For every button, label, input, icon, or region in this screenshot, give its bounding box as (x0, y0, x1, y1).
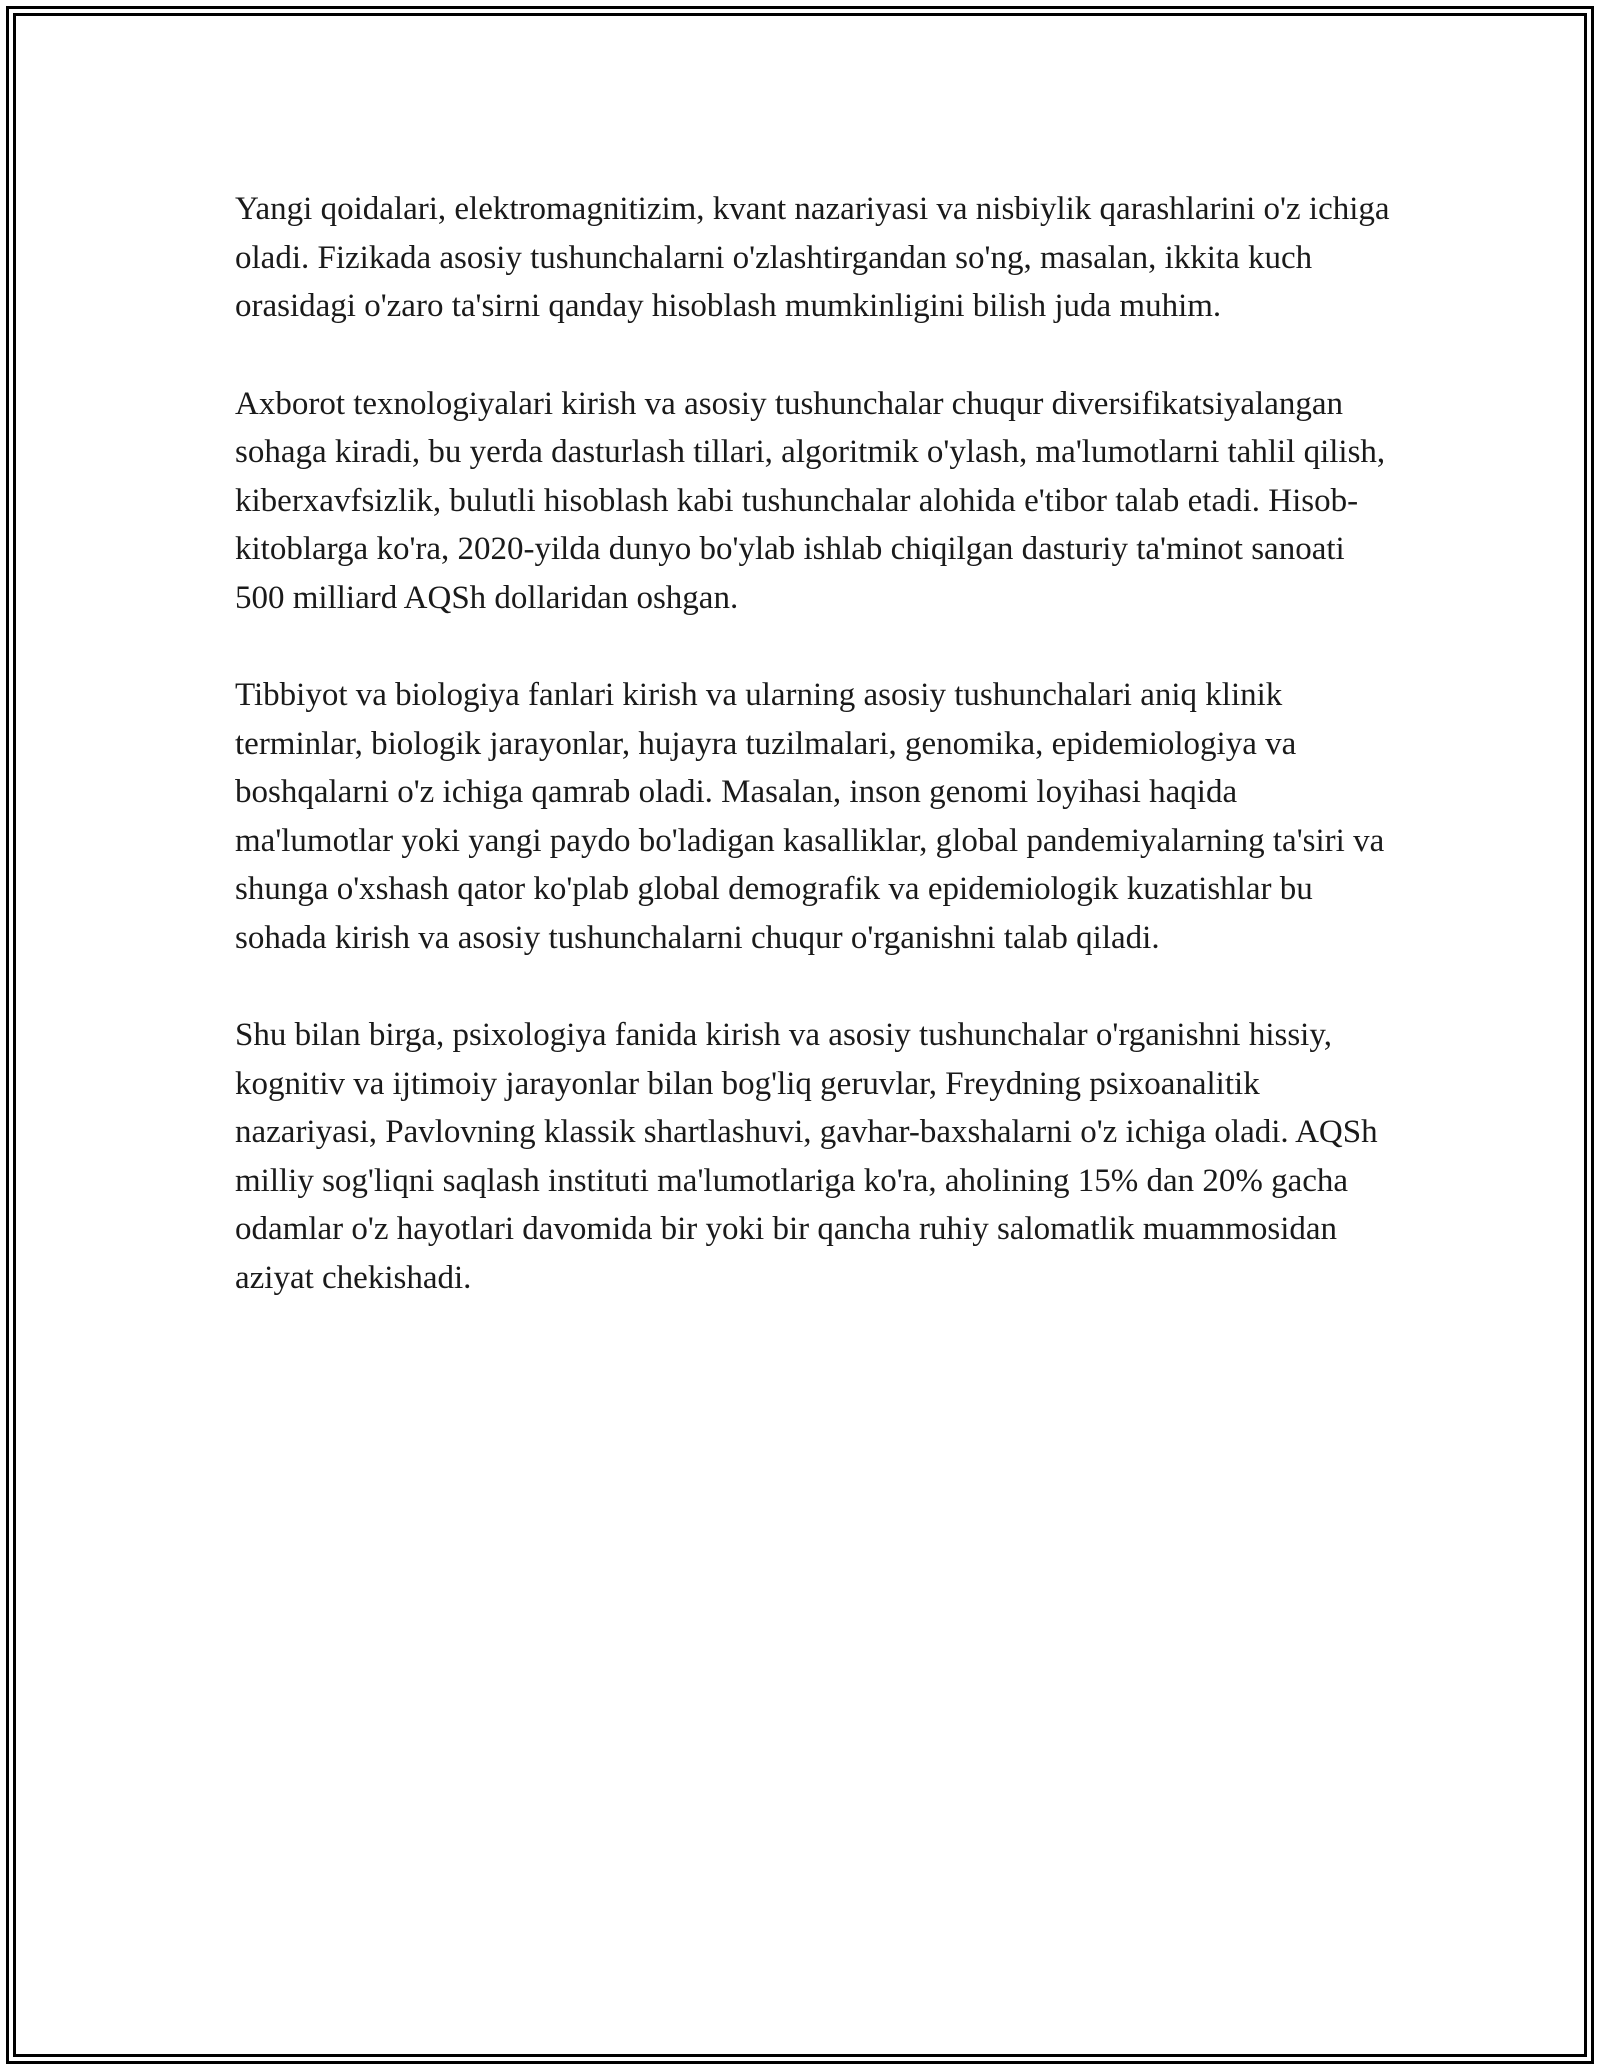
document-body (235, 185, 1395, 1351)
paragraph-information-technology: Axborot texnologiyalari kirish va asosiy tushunchalar chuqur diversifikatsiyalangan sohaga kiradi, bu yerda dasturlash tillari, algoritmik o'ylash, ma'lumotlarni tahlil qilish, kiberxavfsizlik, bulutli hisoblash kabi tushunchalar alohida e'tibor talab etadi. Hisob-kitoblarga ko'ra, 2020-yilda dunyo bo'ylab ishlab chiqilgan dasturiy ta'minot sanoati 500 milliard AQSh dollaridan oshgan. (235, 385, 1386, 616)
paragraph-psychology: Shu bilan birga, psixologiya fanida kirish va asosiy tushunchalar o'rganishni hissiy, kognitiv va ijtimoiy jarayonlar bilan bog'liq geruvlar, Freydning psixoanalitik nazariyasi, Pavlovning klassik shartlashuvi, gavhar-baxshalarni o'z ichiga oladi. AQSh milliy sog'liqni saqlash instituti ma'lumotlariga ko'ra, aholining 15% dan 20% gacha odamlar o'z hayotlari davomida bir yoki bir qancha ruhiy salomatlik muammosidan aziyat chekishadi. (235, 1017, 1378, 1296)
paragraph-medicine-biology: Tibbiyot va biologiya fanlari kirish va ularning asosiy tushunchalari aniq klinik terminlar, biologik jarayonlar, hujayra tuzilmalari, genomika, epidemiologiya va boshqalarni o'z ichiga qamrab oladi. Masalan, inson genomi loyihasi haqida ma'lumotlar yoki yangi paydo bo'ladigan kasalliklar, global pandemiyalarning ta'siri va shunga o'xshash qator ko'plab global demografik va epidemiologik kuzatishlar bu sohada kirish va asosiy tushunchalarni chuqur o'rganishni talab qiladi. (235, 677, 1385, 956)
paragraph-physics: Yangi qoidalari, elektromagnitizim, kvant nazariyasi va nisbiylik qarashlarini o'z ichiga oladi. Fizikada asosiy tushunchalarni o'zlashtirgandan so'ng, masalan, ikkita kuch orasidagi o'zaro ta'sirni qanday hisoblash mumkinligini bilish juda muhim. (235, 191, 1390, 324)
